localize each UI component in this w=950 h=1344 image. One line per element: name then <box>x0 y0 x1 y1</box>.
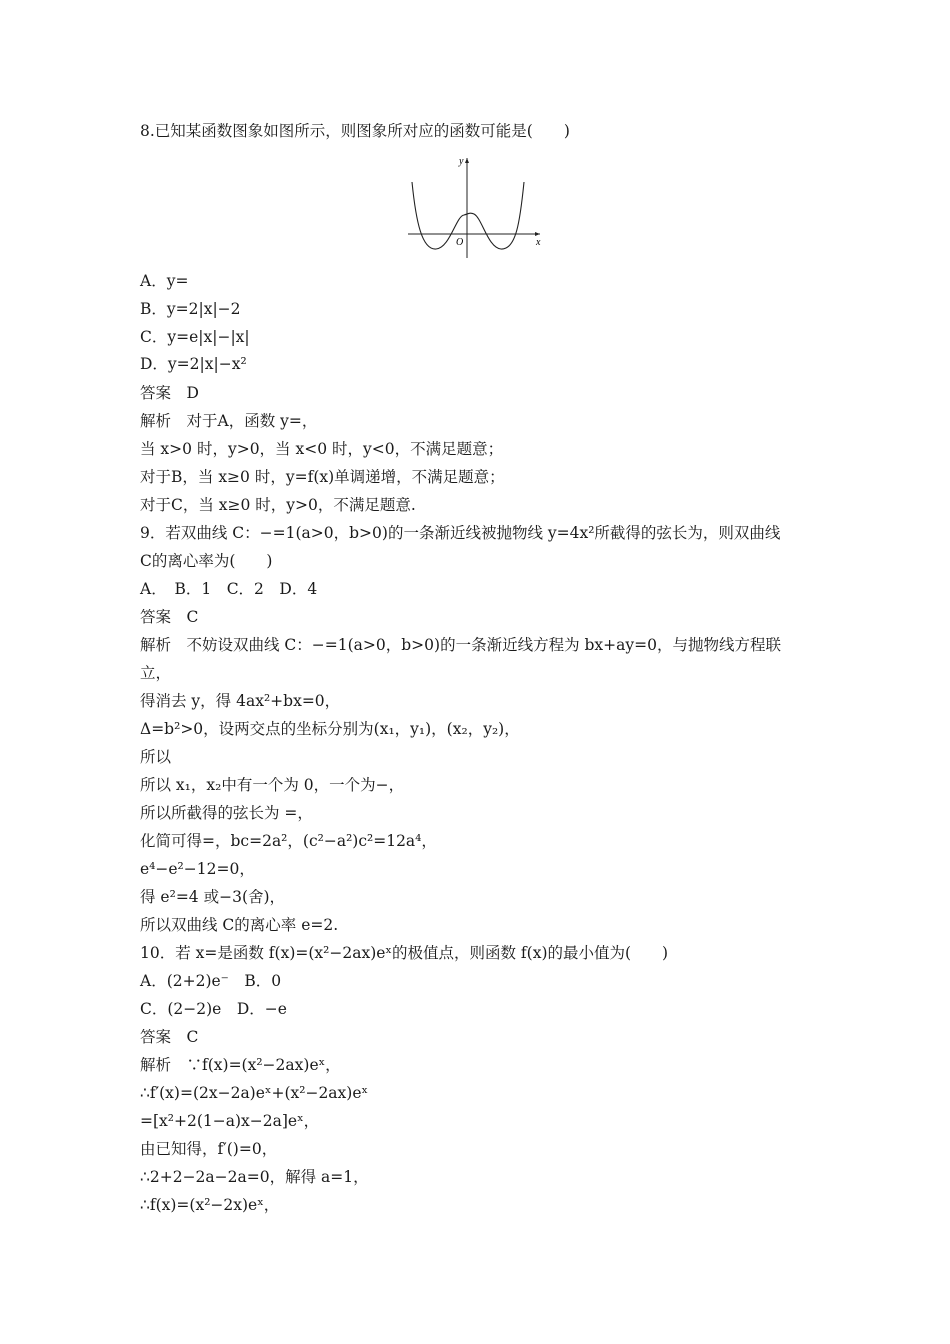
text-line: D．y=2|x|−x² <box>140 355 247 373</box>
function-graph <box>404 152 546 264</box>
text-line: e⁴−e²−12=0， <box>140 860 255 878</box>
text-line: C．(2−2)e D．−e <box>140 1000 287 1018</box>
text-line: A．(2+2)e⁻ B．0 <box>140 972 282 990</box>
text-line: 所以双曲线 C的离心率 e=2. <box>140 916 339 934</box>
text-line: 立， <box>140 664 172 682</box>
text-line: ∴2+2−2a−2a=0，解得 a=1， <box>140 1168 369 1186</box>
y-axis-label: y <box>459 156 464 167</box>
text-line: 当 x>0 时，y>0，当 x<0 时，y<0，不满足题意； <box>140 440 504 458</box>
text-line: A． B．1 C．2 D．4 <box>140 580 318 598</box>
text-line: 所以 <box>140 748 172 766</box>
text-line: C．y=e|x|−|x| <box>140 328 250 346</box>
text-line: 解析 ∵f(x)=(x²−2ax)eˣ， <box>140 1056 341 1074</box>
text-line: 由已知得，f′()=0， <box>140 1140 278 1158</box>
text-line: 10．若 x=是函数 f(x)=(x²−2ax)eˣ的极值点，则函数 f(x)的最小值为( ) <box>140 944 669 962</box>
text-line: =[x²+2(1−a)x−2a]eˣ， <box>140 1112 320 1130</box>
text-line: ∴f′(x)=(2x−2a)eˣ+(x²−2ax)eˣ <box>140 1084 369 1102</box>
text-line: 8.已知某函数图象如图所示，则图象所对应的函数可能是( ) <box>140 122 570 140</box>
text-line: 对于C，当 x≥0 时，y>0，不满足题意. <box>140 496 416 514</box>
text-line: 解析 对于A，函数 y=， <box>140 412 318 430</box>
text-line: 得 e²=4 或−3(舍)， <box>140 888 286 906</box>
text-line: 9．若双曲线 C：−=1(a>0，b>0)的一条渐近线被抛物线 y=4x²所截得的弦长为，则双曲线 <box>140 524 781 542</box>
x-axis-label: x <box>536 237 541 248</box>
text-line: 解析 不妨设双曲线 C：−=1(a>0，b>0)的一条渐近线方程为 bx+ay=0，与抛物线方程联 <box>140 636 782 654</box>
y-axis-arrow <box>465 158 469 163</box>
text-line: Δ=b²>0，设两交点的坐标分别为(x₁，y₁)，(x₂，y₂)， <box>140 720 520 738</box>
text-line: 得消去 y，得 4ax²+bx=0， <box>140 692 341 710</box>
x-axis-arrow <box>535 232 540 236</box>
text-line: 答案 C <box>140 1028 199 1046</box>
text-line: 答案 D <box>140 384 199 402</box>
function-curve <box>412 182 524 249</box>
text-line: 答案 C <box>140 608 199 626</box>
text-line: 化简可得=，bc=2a²，(c²−a²)c²=12a⁴， <box>140 832 437 850</box>
text-line: C的离心率为( ) <box>140 552 273 570</box>
text-line: A．y= <box>140 272 189 290</box>
text-line: ∴f(x)=(x²−2x)eˣ， <box>140 1196 280 1214</box>
text-line: 所以 x₁，x₂中有一个为 0，一个为−， <box>140 776 405 794</box>
text-line: 所以所截得的弦长为 =， <box>140 804 313 822</box>
text-line: 对于B，当 x≥0 时，y=f(x)单调递增，不满足题意； <box>140 468 505 486</box>
text-line: B．y=2|x|−2 <box>140 300 241 318</box>
origin-label: O <box>456 237 464 248</box>
